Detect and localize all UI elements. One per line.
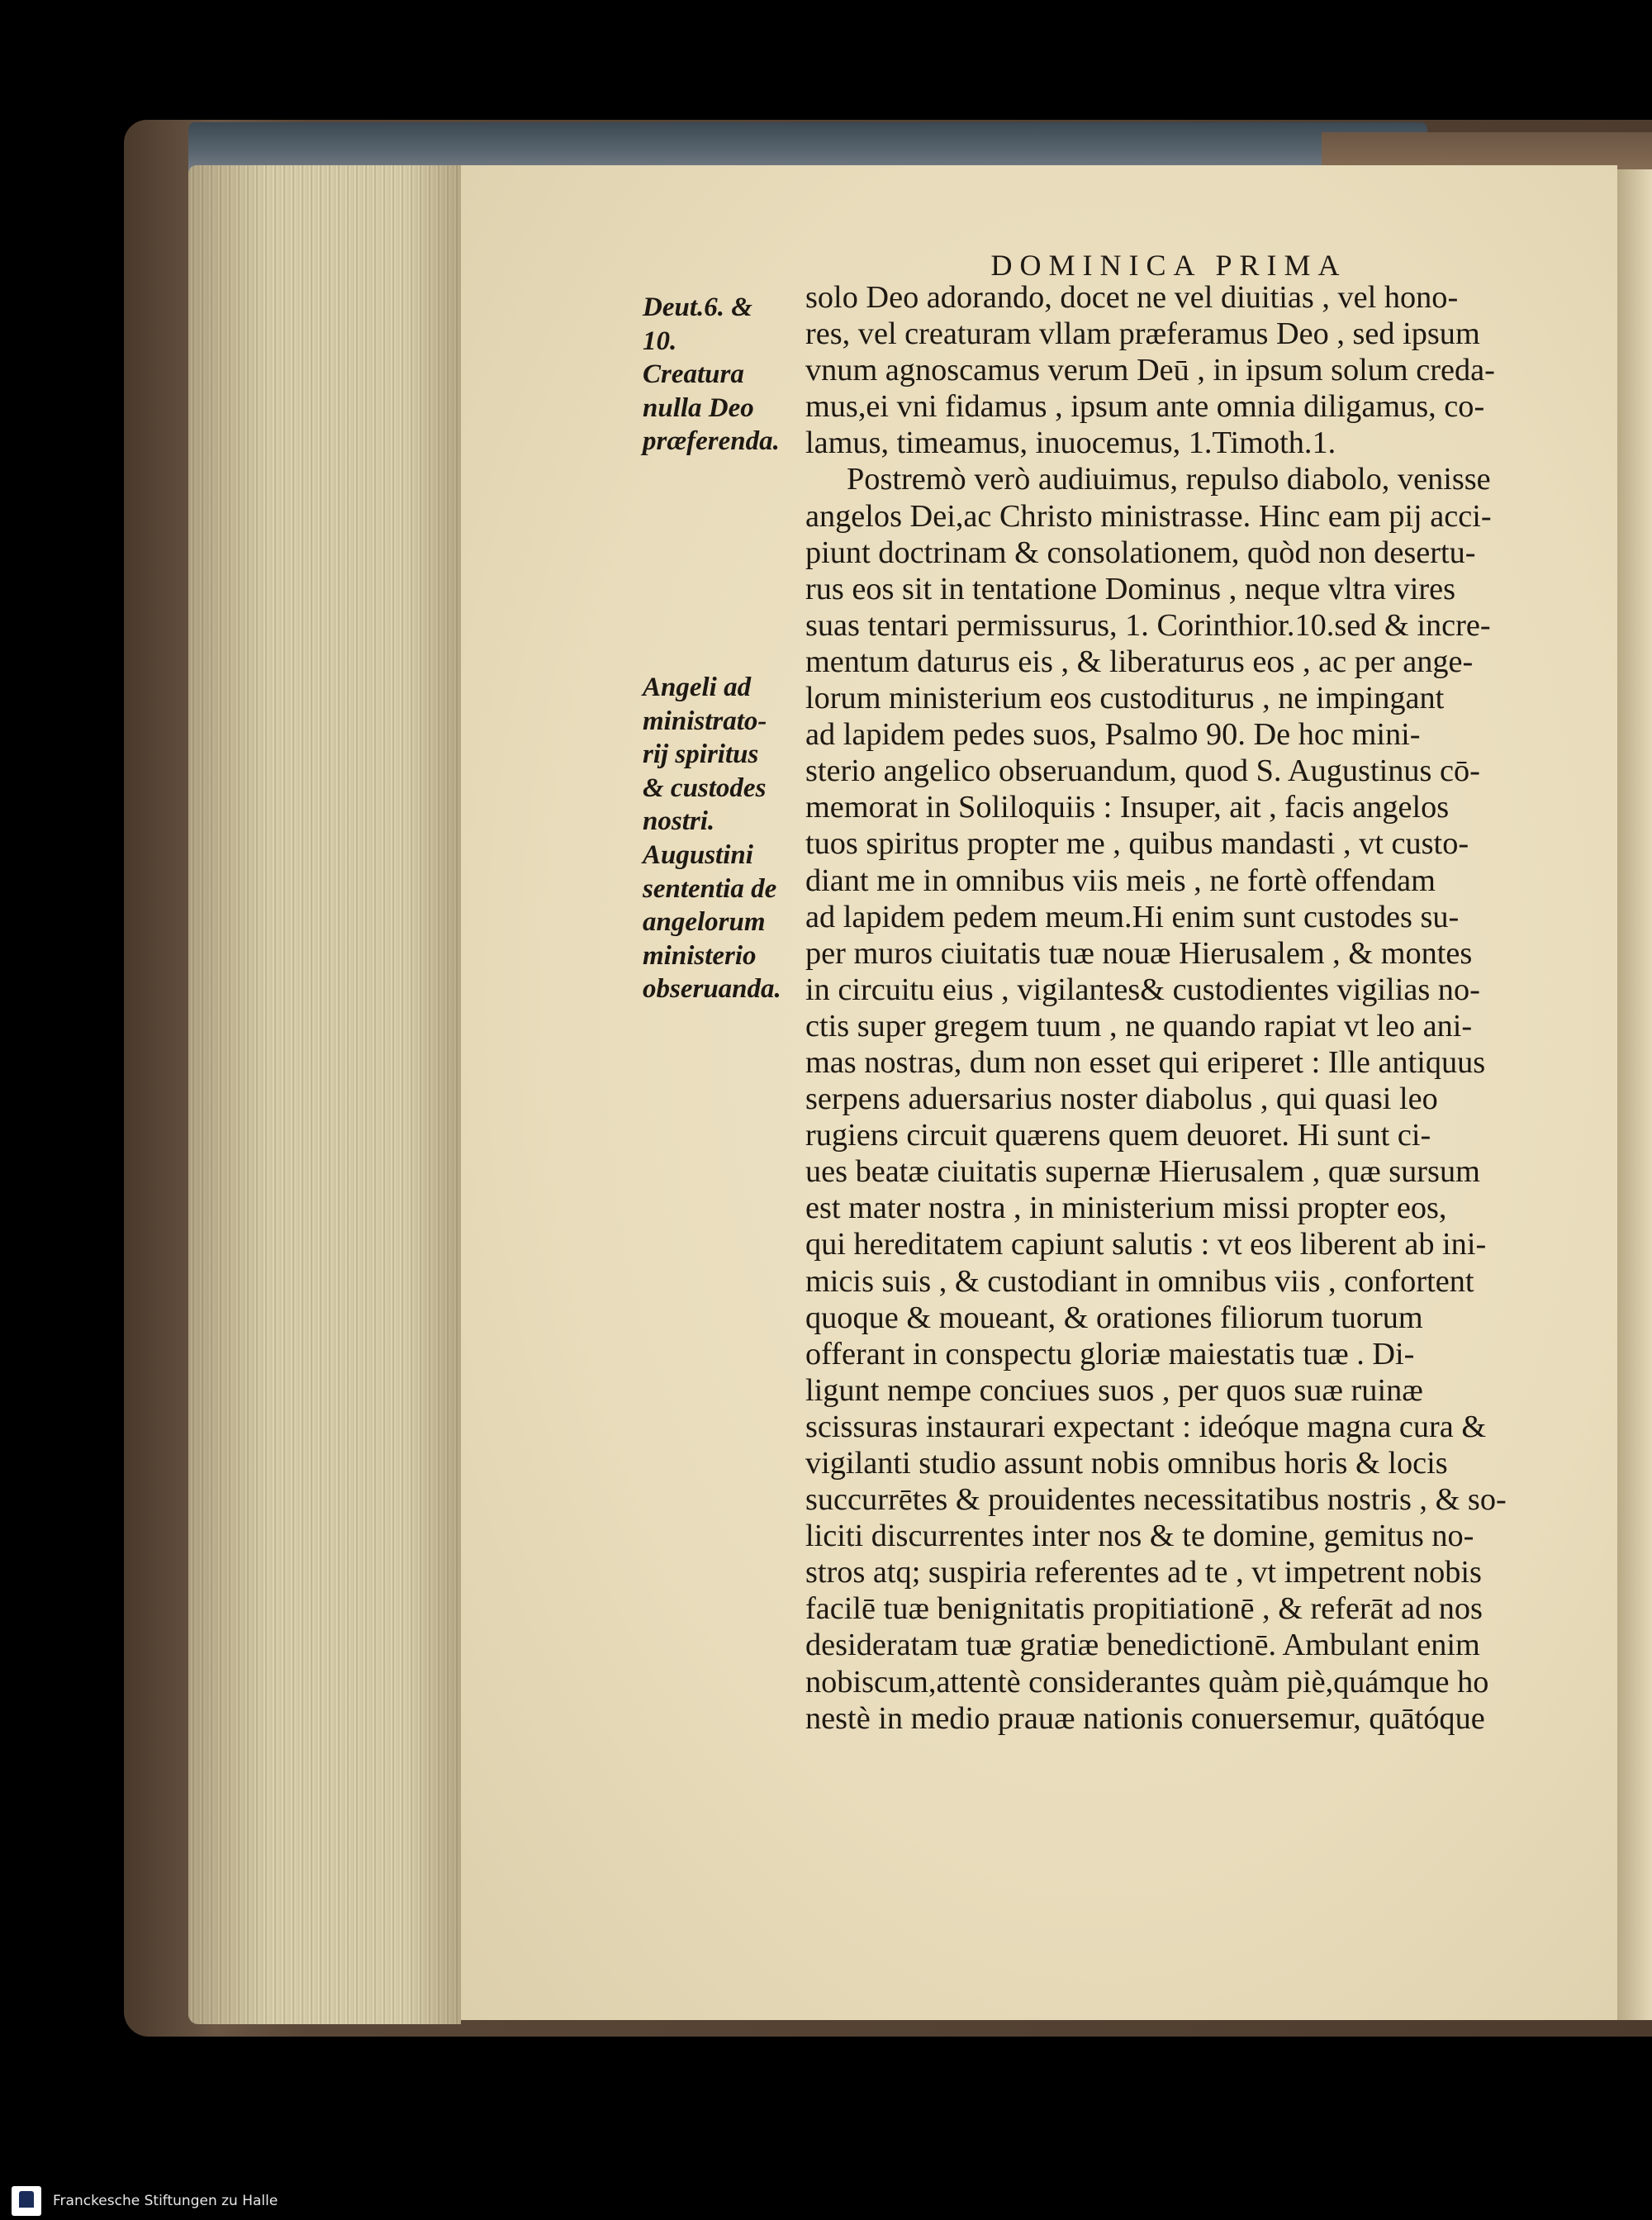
text-line: rus eos sit in tentatione Dominus , neque vltra vires (805, 571, 1456, 606)
running-title: DOMINICA PRIMA (990, 249, 1347, 282)
text-line: ad lapidem pedem meum.Hi enim sunt custodes su- (805, 899, 1460, 934)
footer-bar (0, 2181, 1652, 2220)
text-line: nobiscum,attentè considerantes quàm piè,quámque ho (805, 1664, 1489, 1699)
text-line: lamus, timeamus, inuocemus, 1.Timoth.1. (805, 425, 1336, 461)
text-line: nestè in medio prauæ nationis conuersemur, quātóque (805, 1700, 1485, 1736)
margin-note-line: ministrato- (643, 706, 767, 736)
margin-note-line: Deut.6. & (643, 292, 752, 322)
text-line: ligunt nempe conciues suos , per quos suæ ruinæ (805, 1372, 1423, 1408)
text-line: ctis super gregem tuum , ne quando rapiat vt leo ani- (805, 1008, 1473, 1043)
text-line: micis suis , & custodiant in omnibus viis , confortent (805, 1263, 1474, 1299)
text-line: angelos Dei,ac Christo ministrasse. Hinc eam pij acci- (805, 498, 1492, 534)
text-line: suas tentari permissurus, 1. Corinthior.10.sed & incre- (805, 607, 1491, 643)
text-line: scissuras instaurari expectant : ideóque magna cura & (805, 1409, 1487, 1444)
footer-credit: Franckesche Stiftungen zu Halle (53, 2192, 278, 2209)
institution-logo-icon (12, 2186, 41, 2216)
margin-note-line: ministerio (643, 940, 757, 971)
body-text (805, 279, 1536, 1737)
text-line: ues beatæ ciuitatis supernæ Hierusalem , quæ sursum (805, 1154, 1480, 1190)
margin-note-line: Creatura (643, 359, 744, 389)
text-line: offerant in conspectu gloriæ maiestatis tuæ . Di- (805, 1336, 1415, 1371)
margin-note-line: Angeli ad (643, 673, 752, 702)
margin-note-line: Augustini (643, 840, 753, 870)
margin-note-line: sententia de (643, 873, 777, 904)
text-line: per muros ciuitatis tuæ nouæ Hierusalem , & montes (805, 935, 1473, 971)
margin-note-augustini (643, 839, 808, 1006)
text-line: diant me in omnibus viis meis , ne fortè offendam (805, 863, 1436, 898)
text-line: piunt doctrinam & consolationem, quòd non desertu- (805, 535, 1476, 570)
text-line: stros atq; suspiria referentes ad te , vt impetrent nobis (805, 1555, 1482, 1590)
text-line: desideratam tuæ gratiæ benedictionē. Ambulant enim (805, 1628, 1480, 1663)
text-line: quoque & moueant, & orationes filiorum tuorum (805, 1300, 1423, 1335)
text-line: liciti discurrentes inter nos & te domine, gemitus no- (805, 1519, 1474, 1554)
text-line: tuos spiritus propter me , quibus mandasti , vt custo- (805, 826, 1469, 862)
page-fore-edge-shade (188, 165, 461, 2024)
text-line: sterio angelico obseruandum, quod S. Augustinus cō- (805, 753, 1480, 789)
text-line: solo Deo adorando, docet ne vel diuitias , vel hono- (805, 280, 1459, 315)
margin-note-line: nulla Deo (643, 392, 754, 423)
margin-note-line: 10. (643, 326, 677, 356)
margin-note-line: & custodes (643, 772, 767, 803)
margin-note-line: præferenda. (643, 426, 780, 456)
text-line: est mater nostra , in ministerium missi propter eos, (805, 1191, 1447, 1226)
facing-page-edge (1617, 169, 1652, 2020)
margin-note-angeli (643, 671, 808, 839)
text-line: mas nostras, dum non esset qui eriperet : Ille antiquus (805, 1044, 1486, 1080)
text-line: vnum agnoscamus verum Deū , in ipsum solum creda- (805, 353, 1495, 388)
text-line: mus,ei vni fidamus , ipsum ante omnia diligamus, co- (805, 389, 1485, 425)
text-line: mentum daturus eis , & liberaturus eos , ac per ange- (805, 644, 1474, 679)
margin-note-line: nostri. (643, 806, 715, 836)
text-line: Postremò verò audiuimus, repulso diabolo, venisse (847, 462, 1491, 497)
text-line: rugiens circuit quærens quem deuoret. Hi sunt ci- (805, 1118, 1431, 1153)
text-line: ad lapidem pedes suos, Psalmo 90. De hoc mini- (805, 717, 1421, 753)
text-line: succurrētes & prouidentes necessitatibus nostris , & so- (805, 1482, 1507, 1518)
text-line: qui hereditatem capiunt salutis : vt eos liberent ab ini- (805, 1227, 1487, 1262)
text-line: memorat in Soliloquiis : Insuper, ait , facis angelos (805, 790, 1450, 825)
text-line: facilē tuæ benignitatis propitiationē , & referāt ad nos (805, 1591, 1483, 1627)
margin-note-line: rij spiritus (643, 739, 759, 769)
margin-note-line: obseruanda. (643, 974, 781, 1004)
text-line: lorum ministerium eos custoditurus , ne impingant (805, 681, 1445, 716)
text-line: serpens aduersarius noster diabolus , qui quasi leo (805, 1081, 1438, 1117)
text-line: in circuitu eius , vigilantes& custodientes vigilias no- (805, 972, 1480, 1007)
margin-note-line: angelorum (643, 907, 766, 937)
text-line: res, vel creaturam vllam præferamus Deo , sed ipsum (805, 316, 1480, 352)
text-line: vigilanti studio assunt nobis omnibus horis & locis (805, 1446, 1448, 1481)
margin-note-creatura (643, 291, 808, 459)
